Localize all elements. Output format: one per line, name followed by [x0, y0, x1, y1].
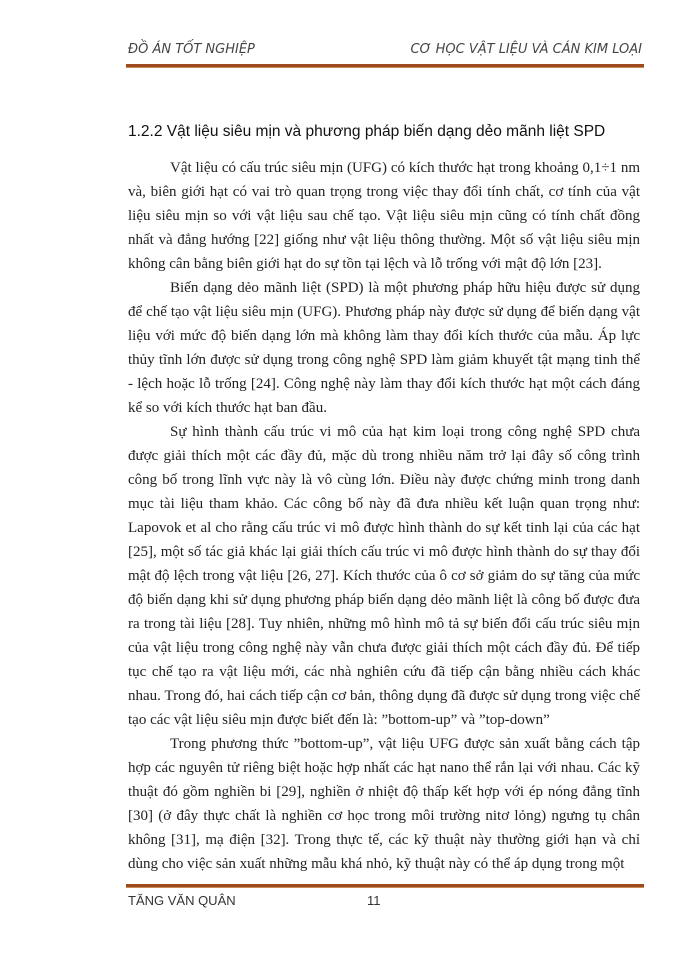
paragraph-line: nhất và đẳng hướng [22] giống như vật liệu thông thường. Một số vật liệu siêu mịn: [128, 232, 640, 248]
page-header: [128, 42, 642, 58]
paragraph-line: thể - lệch hoặc lỗ trống [24]. Công nghệ này làm thay đổi kích thước hạt một cách: [128, 352, 641, 392]
paragraph-line: thuật đó gồm nghiền bi [29], nghiền ở nhiệt độ thấp kết hợp với ép nóng đẳng tĩnh: [128, 784, 640, 800]
paragraph-line: độ biến dạng khi sử dụng phương pháp biến dạng dẻo mãnh liệt là công bố được đưa: [128, 592, 640, 608]
paragraph-line: Vật liệu có cấu trúc siêu mịn (UFG) có kích thước hạt trong khoảng 0,1÷1: [170, 160, 617, 176]
section-title: 1.2.2 Vật liệu siêu mịn và phương pháp biến dạng dẻo mãnh liệt SPD: [128, 123, 606, 140]
paragraph-line: vật liệu siêu mịn so với vật liệu sau chế tạo. Vật liệu siêu mịn cũng có tính chất đồng: [128, 184, 640, 224]
paragraph-line: Trong phương thức ”bottom-up”, vật liệu UFG được sản xuất bằng cách tập: [170, 736, 640, 752]
body-text: [128, 156, 640, 876]
paragraph-line: Sự hình thành cấu trúc vi mô của hạt kim loại trong công nghệ SPD chưa: [170, 424, 640, 440]
paragraph-line: không [31], mạ điện [32]. Trong thực tế, các kỹ thuật này thường giới hạn và chỉ: [128, 832, 640, 848]
paragraph-line: để chế tạo vật liệu siêu mịn (UFG). Phương pháp này được sử dụng để biến dạng: [128, 304, 618, 320]
footer-rule: [126, 884, 644, 888]
header-rule: [126, 64, 644, 68]
footer-author: TĂNG VĂN QUÂN: [128, 893, 236, 908]
paragraph-line: được giải thích một các đầy đủ, mặc dù trong nhiều năm trở lại đây số công trình: [128, 448, 640, 464]
paragraph-line: Lapovok et al cho rằng cấu trúc vi mô được hình thành do sự kết tinh lại của các hạt: [128, 520, 640, 536]
page-number: 11: [367, 893, 381, 908]
paragraph-line: lực thủy tĩnh lớn được sử dụng trong công nghệ SPD làm giảm khuyết tật mạng tinh: [128, 328, 640, 368]
paragraph-line: vật liệu với mức độ biến dạng lớn mà không làm thay đổi kích thước của mẫu. Áp: [128, 304, 640, 344]
header-left: ĐỒ ÁN TỐT NGHIỆP: [128, 42, 255, 57]
paragraph-line: ra trong tài liệu [28]. Tuy nhiên, những mô hình mô tả sự biến đổi cấu trúc siêu mịn: [128, 616, 640, 632]
paragraph-line: Biến dạng dẻo mãnh liệt (SPD) là một phương pháp hữu hiệu được sử dụng: [170, 280, 640, 296]
paragraph-line: của vật liệu trong công nghệ này vẫn chưa được giải thích một cách đầy đủ. Để tiếp: [128, 640, 640, 656]
paragraph-line: tục chế tạo ra vật liệu mới, các nhà nghiên cứu đã tiếp cận bằng nhiều cách khác: [128, 664, 640, 680]
paragraph-line: mục tài liệu tham khảo. Các công bố này đã đưa nhiều kết luận quan trọng như:: [128, 496, 640, 512]
paragraph: [128, 732, 640, 876]
paragraph-line: mật độ lệch trong vật liệu [26, 27]. Kích thước của ô cơ sở giảm do sự tăng của mức: [128, 568, 640, 584]
paragraph-line: nhau. Trong đó, hai cách tiếp cận cơ bản, thông dụng đã được sử dụng trong việc: [128, 688, 616, 704]
paragraph-line: công bố trong lĩnh vực này là vô cùng lớn. Điều này được chứng minh trong danh: [128, 472, 640, 488]
page-footer: [128, 892, 642, 914]
paragraph-line: dùng cho việc sản xuất những mẫu khá nhỏ, kỹ thuật này có thể áp dụng trong một: [128, 856, 625, 872]
paragraph: [128, 276, 640, 420]
header-right: CƠ HỌC VẬT LIỆU VÀ CÁN KIM LOẠI: [410, 42, 642, 57]
paragraph-line: chế tạo các vật liệu siêu mịn được biết đến là: ”bottom-up” và ”top-down”: [128, 688, 641, 728]
paragraph-line: hợp các nguyên tử riêng biệt hoặc hợp nhất các hạt nano thể rắn lại với nhau. Các kỹ: [128, 760, 640, 776]
paragraph-line: nm và, biên giới hạt có vai trò quan trọng trong việc thay đổi tính chất, cơ tính của: [128, 160, 640, 200]
paragraph: [128, 156, 640, 276]
paragraph-line: [25], một số tác giả khác lại giải thích cấu trúc vi mô được hình thành do sự thay đổi: [128, 544, 640, 560]
paragraph: [128, 420, 640, 732]
paragraph-line: không cân bằng biên giới hạt do sự tồn tại lệch và lỗ trống với mật độ lớn [23].: [128, 256, 602, 272]
paragraph-line: [30] (ở đây thực chất là nghiền cơ học trong môi trường nitơ lỏng) ngưng tụ chân: [128, 808, 640, 824]
paragraph-line: đáng kể so với kích thước hạt ban đầu.: [128, 376, 641, 416]
